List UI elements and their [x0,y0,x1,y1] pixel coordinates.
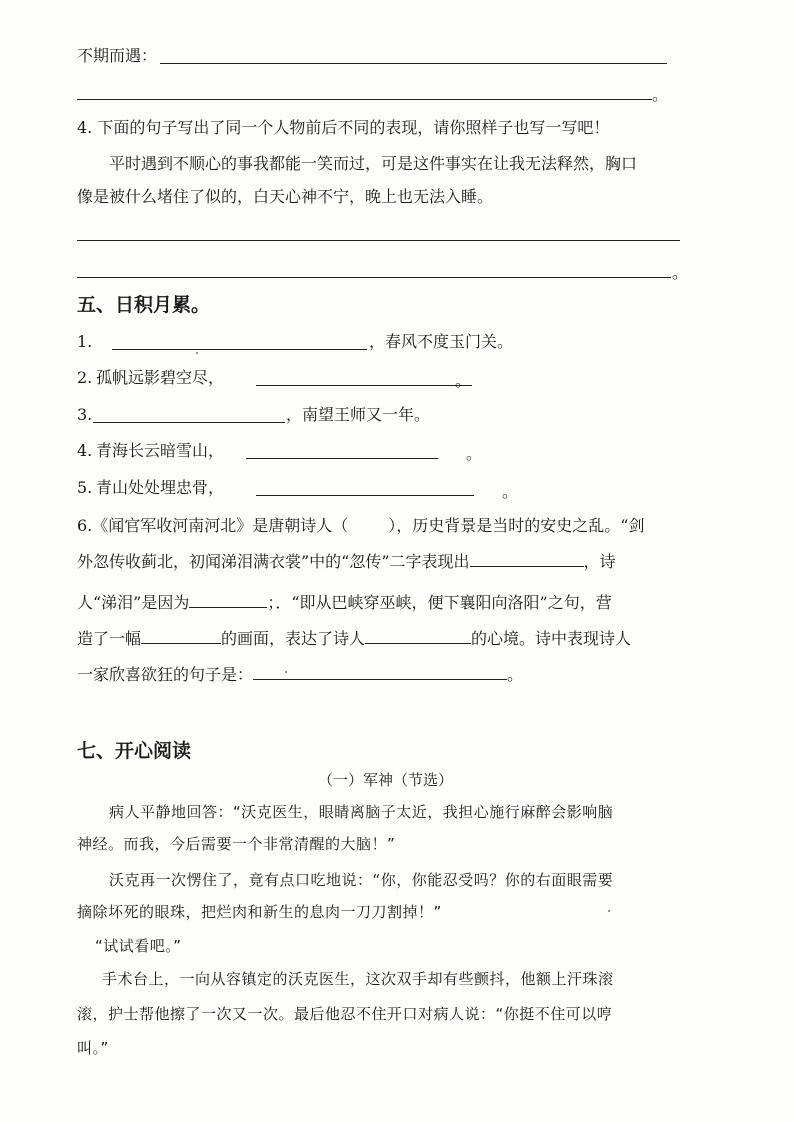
passage-line: 神经。而我，今后需要一个非常清醒的大脑！” [77,835,396,853]
q6-line3: 人“涕泪”是因为 ；．“即从巴峡穿巫峡，便下襄阳向洛阳”之句，营 [77,593,612,612]
answer-line[interactable] [77,277,671,278]
item3-num: 3. [77,405,93,424]
item2-text: 孤帆远影碧空尽， [96,368,225,387]
period: 。 [672,263,689,282]
passage-line: “试试看吧。” [95,937,182,955]
item4-text: 青海长云暗雪山， [96,441,225,460]
answer-line[interactable] [246,458,438,459]
item5-text: 青山处处埋忠骨， [96,478,225,497]
answer-blank[interactable] [253,665,507,680]
answer-line[interactable] [93,422,285,423]
period: 。 [466,444,483,463]
answer-line[interactable] [112,349,367,350]
q4-prompt: 4. 下面的句子写出了同一个人物前后不同的表现，请你照样子也写一写吧！ [77,118,610,137]
q3-label: 不期而遇： [77,46,158,65]
answer-blank[interactable] [470,552,584,567]
answer-line[interactable] [77,99,652,100]
q6-line5: 一家欣喜欲狂的句子是： 。 [77,665,524,684]
period: 。 [652,85,669,104]
answer-blank[interactable] [365,629,471,644]
answer-blank[interactable] [189,593,267,608]
passage-line: 手术台上，一向从容镇定的沃克医生，这次双手却有些颤抖，他额上汗珠滚 [102,970,614,988]
scan-speck [285,671,287,673]
answer-line[interactable] [160,63,667,64]
answer-blank[interactable] [141,629,221,644]
item1-text: ，春风不度玉门关。 [369,332,514,351]
section7-heading: 七、开心阅读 [77,740,192,762]
answer-line[interactable] [77,240,680,241]
period: 。 [502,482,519,501]
item4-num: 4. [77,441,93,460]
passage-line: 沃克再一次愣住了，竟有点口吃地说：“你，你能忍受吗？你的右面眼需要 [109,871,614,889]
section5-heading: 五、日积月累。 [77,294,211,316]
answer-line[interactable] [256,495,474,496]
passage-line: 叫。” [77,1039,109,1057]
answer-line[interactable] [256,385,472,386]
q4-example-line2: 像是被什么堵住了似的，白天心神不宁，晚上也无法入睡。 [77,187,494,206]
item2-num: 2. [77,368,93,387]
scan-speck [608,910,610,912]
passage-line: 滚，护士帮他擦了一次又一次。最后他忍不住开口对病人说：“你挺不住可以哼 [77,1005,613,1023]
passage-line: 摘除坏死的眼珠，把烂肉和新生的息肉一刀刀割掉！” [77,903,442,921]
passage-line: 病人平静地回答：“沃克医生，眼睛离脑子太近，我担心施行麻醉会影响脑 [109,803,614,821]
q6-line1: 6.《闻官军收河南河北》是唐朝诗人（ ），历史背景是当时的安史之乱。“剑 [77,516,645,535]
period: 。 [455,371,472,390]
scan-speck [196,352,198,354]
item3-text: ，南望王师又一年。 [286,405,431,424]
passage-subtitle: （一）军神（节选） [318,771,454,789]
q6-line4: 造了一幅 的画面，表达了诗人 的心境。诗中表现诗人 [77,629,632,648]
q4-example-line1: 平时遇到不顺心的事我都能一笑而过，可是这件事实在让我无法释然，胸口 [109,154,638,173]
item5-num: 5. [77,478,93,497]
q6-line2: 外忽传收蓟北，初闻涕泪满衣裳”中的“忽传”二字表现出 ，诗 [77,552,616,571]
item1-num: 1. [77,332,93,351]
